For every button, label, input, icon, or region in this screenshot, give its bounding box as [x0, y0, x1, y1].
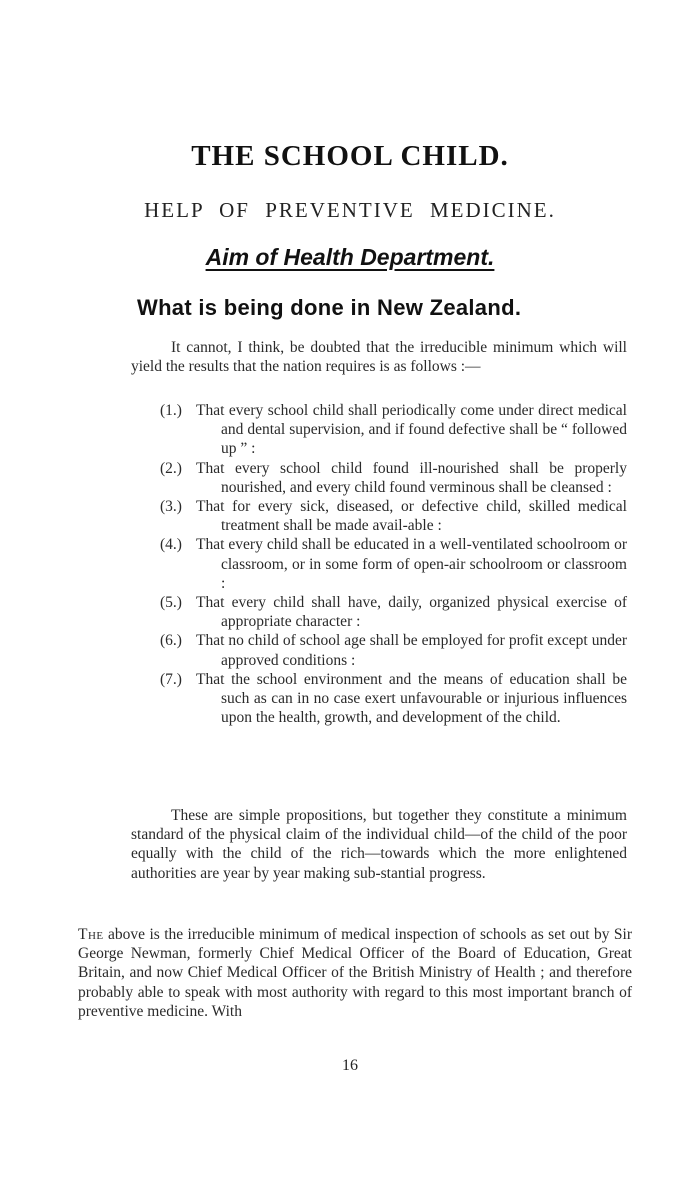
list-item-text: That every school child shall periodically come under direct medical and dental supervision, and if found defective shall be “ followed up ” : — [196, 402, 627, 458]
list-item-number: (2.) — [160, 459, 182, 477]
section-heading — [0, 244, 700, 271]
list-item-text: That every child shall be educated in a well-ventilated schoolroom or classroom, or in some form of open-air schoolroom or classroom : — [196, 536, 627, 592]
list-item-number: (1.) — [160, 402, 182, 419]
page-title: THE SCHOOL CHILD. — [191, 140, 509, 172]
list-item — [131, 593, 627, 631]
list-item-number: (3.) — [160, 498, 182, 516]
page-number: 16 — [342, 1057, 358, 1074]
list-item-text: That every child shall have, daily, organized physical exercise of appropriate character : — [196, 594, 627, 631]
section-heading-text: Aim of Health Department. — [205, 244, 495, 270]
quote-outro: These are simple propositions, but together they constitute a minimum standard of the physical claim of the individual child—of the child of the poor equally with the child of the rich—towards which the more enlightened authorities are year by year making sub-stantial progress. — [131, 807, 627, 882]
body-lead-word: The — [78, 926, 104, 943]
list-item — [131, 459, 627, 497]
list-item-text: That the school environment and the means of education shall be such as can in no case exert unfavourable or injurious influences upon the health, growth, and development of the child. — [196, 670, 627, 727]
requirements-list — [131, 401, 627, 727]
list-item-number: (6.) — [160, 632, 182, 650]
list-item — [131, 497, 627, 535]
list-item-number: (4.) — [160, 536, 182, 554]
list-item-number: (7.) — [160, 670, 182, 688]
list-item-text: That every school child found ill-nourished shall be properly nourished, and every child found verminous shall be cleansed : — [196, 459, 627, 496]
body-paragraph — [78, 925, 632, 1021]
sub-heading: What is being done in New Zealand. — [137, 295, 522, 320]
list-item-text: That for every sick, diseased, or defective child, skilled medical treatment shall be made avail-able : — [196, 498, 627, 535]
list-item — [131, 401, 627, 459]
quote-intro: It cannot, I think, be doubted that the irreducible minimum which will yield the results that the nation requires is as follows :— — [131, 339, 627, 376]
list-item-text: That no child of school age shall be employed for profit except under approved conditions : — [196, 632, 627, 669]
list-item — [131, 631, 627, 669]
list-item — [131, 670, 627, 728]
list-item — [131, 535, 627, 593]
page-subtitle: HELP OF PREVENTIVE MEDICINE. — [144, 198, 556, 222]
list-item-number: (5.) — [160, 594, 182, 612]
body-text: above is the irreducible minimum of medical inspection of schools as set out by Sir George Newman, formerly Chief Medical Officer of the Board of Education, Great Britain, and now Chief Medical Officer of the British Ministry of Health ; and therefore probably able to speak with most authority with regard to this most important branch of preventive medicine. With — [78, 926, 632, 1020]
